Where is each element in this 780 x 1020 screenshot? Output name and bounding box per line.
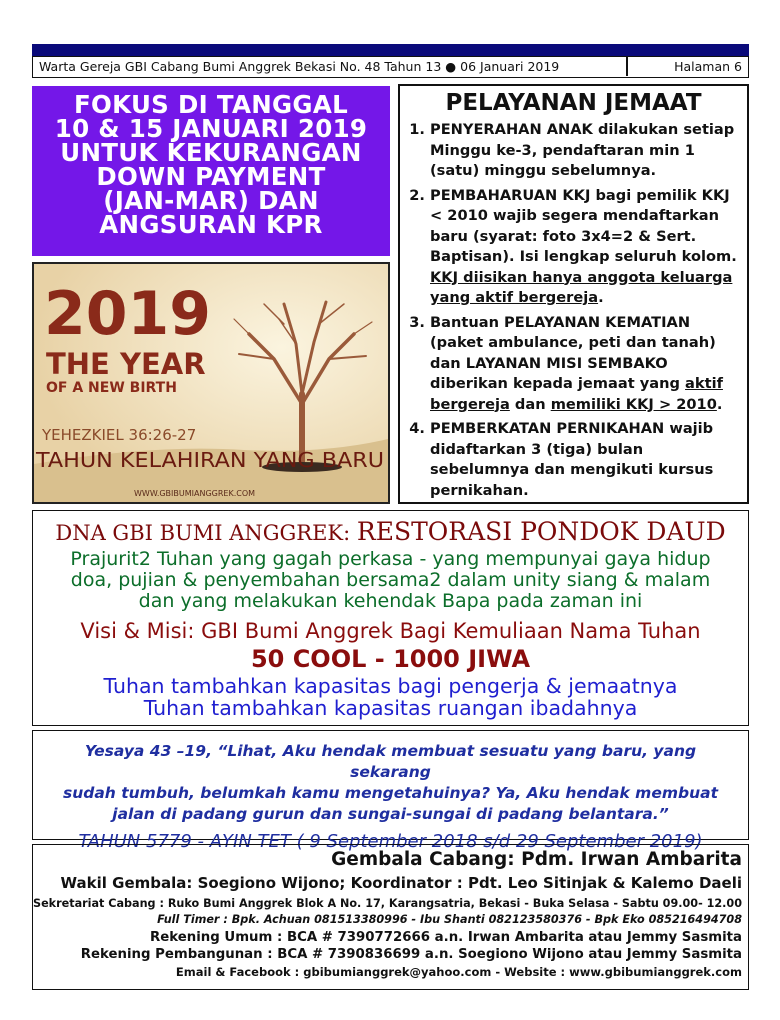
full-timer: Full Timer : Bpk. Achuan 081513380996 - Ibu Shanti 082123580376 - Bpk Eko 085216494708 xyxy=(157,913,742,926)
verse-line: sudah tumbuh, belumkah kamu mengetahuinya? Ya, Aku hendak membuat xyxy=(62,784,718,802)
verse-section xyxy=(32,730,749,852)
item-text: . xyxy=(716,395,723,413)
newsletter-info: Warta Gereja GBI Cabang Bumi Anggrek Bekasi No. 48 Tahun 13 ● 06 Januari 2019 xyxy=(39,59,560,74)
gembala-cabang: Gembala Cabang: Pdm. Irwan Ambarita xyxy=(331,849,742,870)
rekening-pembangunan: Rekening Pembangunan : BCA # 7390836699 a.n. Soegiono Wijono atau Jemmy Sasmita xyxy=(80,947,742,962)
item-text: PEMBERKATAN PERNIKAHAN wajib didaftarkan 3 (tiga) bulan sebelumnya dan mengikuti kursus pernikahan. xyxy=(430,420,714,499)
focus-announcement xyxy=(32,86,390,256)
list-item xyxy=(430,186,741,309)
dna-body-line: Prajurit2 Tuhan yang gagah perkasa - yang mempunyai gaya hidup xyxy=(70,548,711,570)
rekening-umum: Rekening Umum : BCA # 7390772666 a.n. Irwan Ambarita atau Jemmy Sasmita xyxy=(150,930,742,945)
pelayanan-jemaat-box xyxy=(398,84,749,504)
item-text: PEMBAHARUAN KKJ bagi pemilik KKJ < 2010 wajib segera mendaftarkan baru (syarat: foto 3x4=2 & Sert. Baptisan). Isi lengkap seluruh kolom. xyxy=(430,186,737,265)
pelayanan-title: PELAYANAN JEMAAT xyxy=(445,90,702,116)
church-contact-footer xyxy=(32,844,749,990)
dna-title xyxy=(33,517,748,546)
focus-line: 10 & 15 JANUARI 2019 xyxy=(54,114,368,143)
dna-body xyxy=(33,549,748,612)
item-underline-text: KKJ diisikan hanya anggota keluarga yang aktif bergereja xyxy=(430,268,733,306)
prayer-line: Tuhan tambahkan kapasitas ruangan ibadahnya xyxy=(143,696,638,720)
visi-misi: Visi & Misi: GBI Bumi Anggrek Bagi Kemuliaan Nama Tuhan xyxy=(80,619,701,643)
list-item xyxy=(430,120,741,182)
hebrew-year: TAHUN 5779 - AYIN TET ( 9 September 2018 s/d 29 September 2019) xyxy=(78,831,703,852)
focus-line: UNTUK KEKURANGAN xyxy=(60,138,362,167)
dna-title-main: RESTORASI PONDOK DAUD xyxy=(356,517,726,546)
header-divider xyxy=(626,57,628,76)
the-year-text: THE YEAR xyxy=(46,347,206,381)
page-number: Halaman 6 xyxy=(674,59,742,74)
year-graphic xyxy=(34,264,388,502)
year-of-new-birth-image xyxy=(32,262,390,504)
page-header xyxy=(32,56,749,78)
prayer-line: Tuhan tambahkan kapasitas bagi pengerja & jemaatnya xyxy=(103,674,678,698)
verse-line: Yesaya 43 –19, “Lihat, Aku hendak membuat sesuatu yang baru, yang sekarang xyxy=(84,742,697,781)
item-text: Bantuan PELAYANAN KEMATIAN (paket ambulance, peti dan tanah) dan LAYANAN MISI SEMBAKO diberikan kepada jemaat yang xyxy=(430,313,716,392)
verse-line: jalan di padang gurun dan sungai-sungai di padang belantara.” xyxy=(112,805,669,823)
sekretariat: Sekretariat Cabang : Ruko Bumi Anggrek Blok A No. 17, Karangsatria, Bekasi - Buka Selasa - Sabtu 09.00- 12.00 xyxy=(33,897,742,910)
item-text: . xyxy=(598,289,604,306)
item-underline-text: aktif bergereja xyxy=(430,375,723,413)
verse-text xyxy=(33,741,748,825)
dna-body-line: dan yang melakukan kehendak Bapa pada zaman ini xyxy=(138,590,643,612)
top-color-bar xyxy=(32,44,749,56)
item-text: dan xyxy=(509,395,551,413)
verse-ref-text: YEHEZKIEL 36:26-27 xyxy=(42,426,197,444)
wakil-gembala: Wakil Gembala: Soegiono Wijono; Koordinator : Pdt. Leo Sitinjak & Kalemo Daeli xyxy=(60,874,742,892)
focus-line: ANGSURAN KPR xyxy=(99,210,323,239)
dna-section xyxy=(32,510,749,726)
focus-line: DOWN PAYMENT xyxy=(96,162,326,191)
focus-line: (JAN-MAR) DAN xyxy=(103,186,319,215)
list-item xyxy=(430,419,741,501)
prayer-lines xyxy=(33,675,748,719)
dna-body-line: doa, pujian & penyembahan bersama2 dalam unity siang & malam xyxy=(70,569,711,591)
year-text: 2019 xyxy=(44,279,211,349)
list-item xyxy=(430,313,741,416)
item-underline-text: memiliki KKJ > 2010 xyxy=(550,395,717,413)
pelayanan-list xyxy=(400,120,747,501)
new-birth-text: OF A NEW BIRTH xyxy=(46,380,177,396)
contact-info: Email & Facebook : gbibumianggrek@yahoo.com - Website : www.gbibumianggrek.com xyxy=(175,965,742,979)
website-text: WWW.GBIBUMIANGGREK.COM xyxy=(134,489,256,498)
dna-title-prefix: DNA GBI BUMI ANGGREK: xyxy=(55,521,357,545)
item-text: PENYERAHAN ANAK dilakukan setiap Minggu ke-3, pendaftaran min 1 (satu) minggu sebelumnya. xyxy=(430,121,735,179)
caption-text: TAHUN KELAHIRAN YANG BARU xyxy=(34,448,384,472)
focus-line: FOKUS DI TANGGAL xyxy=(73,90,349,119)
target-text: 50 COOL - 1000 JIWA xyxy=(250,645,531,673)
